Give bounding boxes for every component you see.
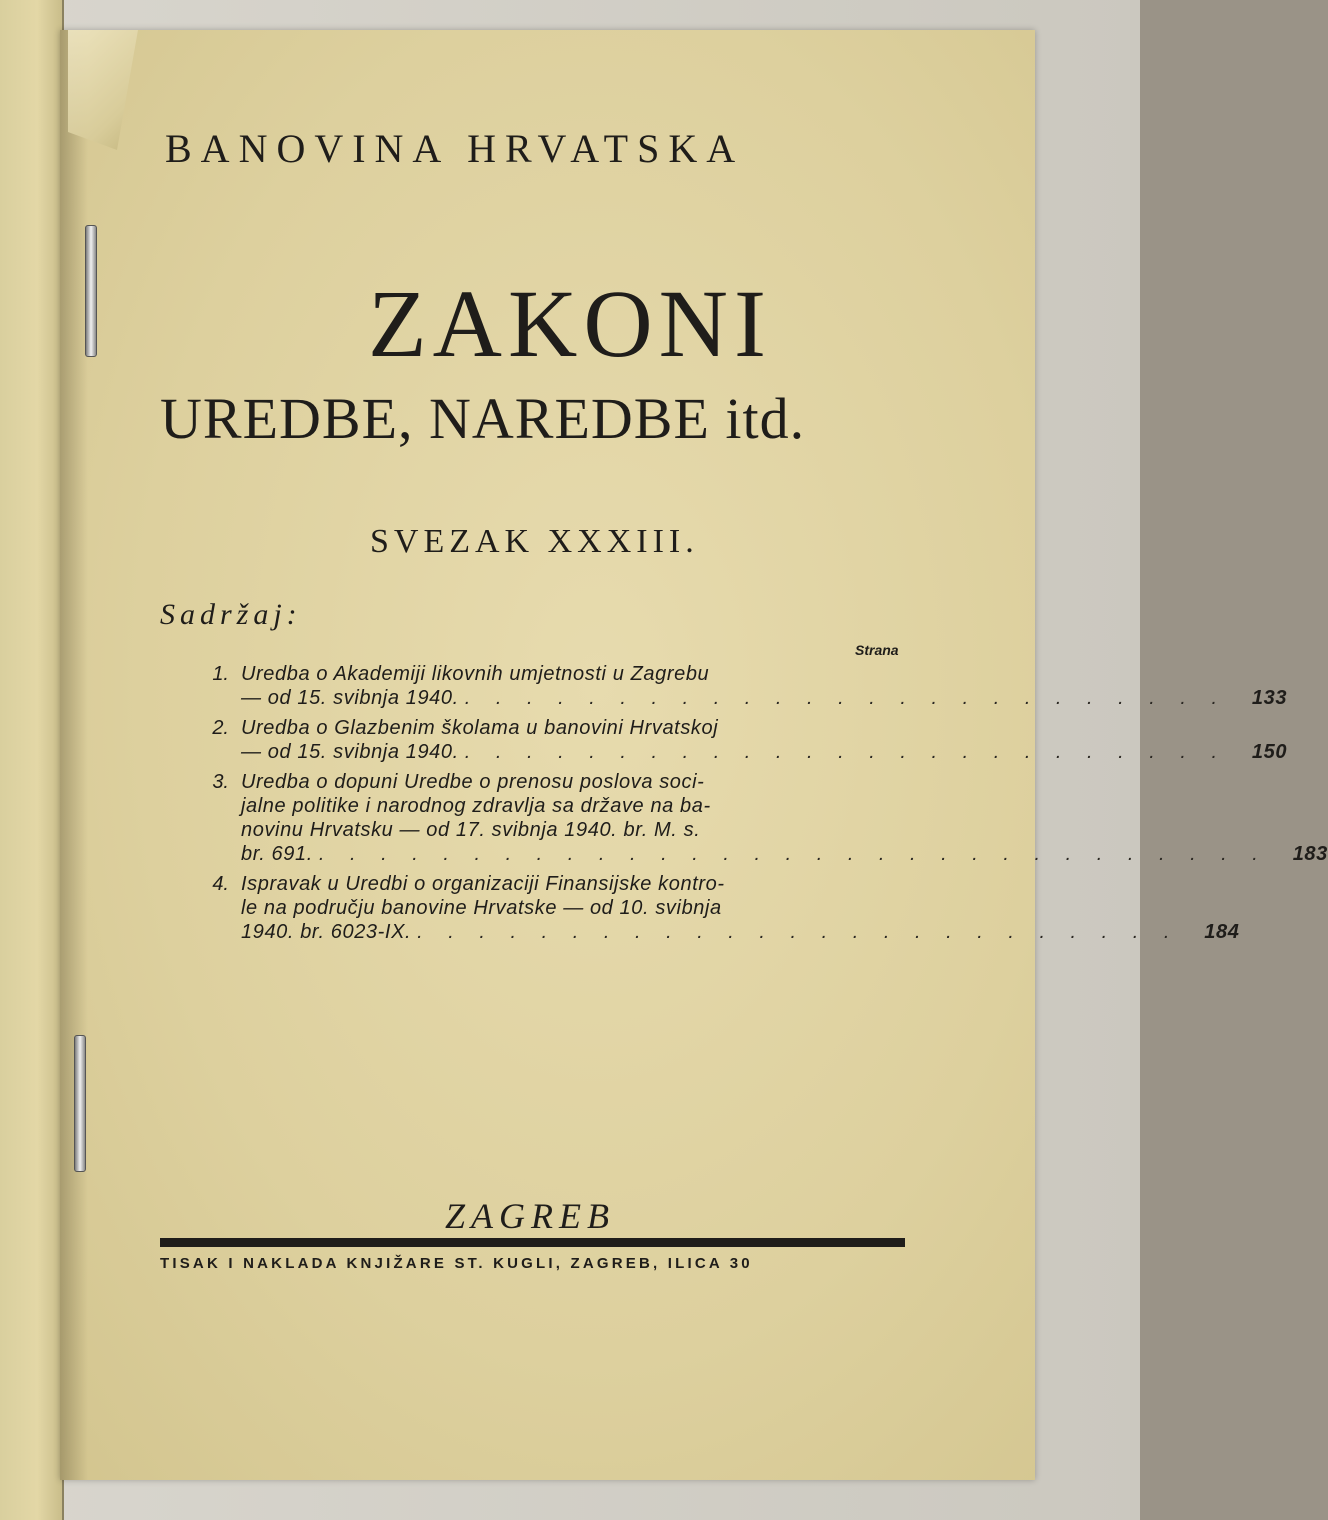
toc-item-text: jalne politike i narodnog zdravlja sa države na ba- xyxy=(241,795,711,817)
toc-item xyxy=(195,662,1288,710)
publication-name: BANOVINA HRVATSKA xyxy=(165,126,745,171)
toc-page-number: 183 xyxy=(1292,843,1328,865)
spine-shadow xyxy=(60,30,88,1480)
toc-item xyxy=(195,872,1240,944)
toc-item-text: — od 15. svibnja 1940. xyxy=(241,687,459,709)
toc-item-text: Uredba o Akademiji likovnih umjetnosti u Zagrebu xyxy=(241,663,710,685)
table-of-contents xyxy=(195,662,1328,950)
toc-item xyxy=(195,770,1328,866)
publication-city: ZAGREB xyxy=(445,1196,615,1236)
dot-leader: . . . . . . . . . . . . . . . . . . . . . . . . . xyxy=(464,741,1228,763)
contents-heading: Sadržaj: xyxy=(160,598,302,631)
previous-page-edge xyxy=(0,0,64,1520)
toc-item-text: br. 691. xyxy=(241,843,313,865)
toc-item-text: novinu Hrvatsku — od 17. svibnja 1940. br. M. s. xyxy=(241,819,701,841)
toc-item-text: Ispravak u Uredbi o organizaciji Finansijske kontro- xyxy=(241,873,725,895)
toc-item-number: 1. xyxy=(212,663,229,685)
dot-leader: . . . . . . . . . . . . . . . . . . . . . . . . . xyxy=(417,921,1180,943)
volume-number: SVEZAK XXXIII. xyxy=(370,523,699,560)
toc-item-text: le na području banovine Hrvatske — od 10. svibnja xyxy=(241,897,722,919)
page-column-header: Strana xyxy=(855,642,899,658)
toc-item-text: Uredba o dopuni Uredbe o prenosu poslova soci- xyxy=(241,771,705,793)
toc-page-number: 133 xyxy=(1251,687,1288,709)
toc-page-number: 184 xyxy=(1204,921,1240,943)
subtitle: UREDBE, NAREDBE itd. xyxy=(160,386,806,451)
staple-bottom xyxy=(74,1035,86,1172)
toc-item xyxy=(195,716,1288,764)
horizontal-rule xyxy=(160,1238,905,1247)
dot-leader: . . . . . . . . . . . . . . . . . . . . . . . . . xyxy=(464,687,1228,709)
printer-imprint: TISAK I NAKLADA KNJIŽARE ST. KUGLI, ZAGREB, ILICA 30 xyxy=(160,1255,753,1272)
toc-item-text: — od 15. svibnja 1940. xyxy=(241,741,459,763)
toc-item-number: 4. xyxy=(212,873,229,895)
toc-item-text: 1940. br. 6023-IX. xyxy=(241,921,412,943)
main-title: ZAKONI xyxy=(368,270,772,377)
dot-leader: . . . . . . . . . . . . . . . . . . . . . . . . . . . . . . . xyxy=(318,843,1268,865)
toc-item-number: 2. xyxy=(212,717,229,739)
toc-item-number: 3. xyxy=(212,771,229,793)
toc-item-text: Uredba o Glazbenim školama u banovini Hrvatskoj xyxy=(241,717,719,739)
toc-page-number: 150 xyxy=(1251,741,1288,763)
